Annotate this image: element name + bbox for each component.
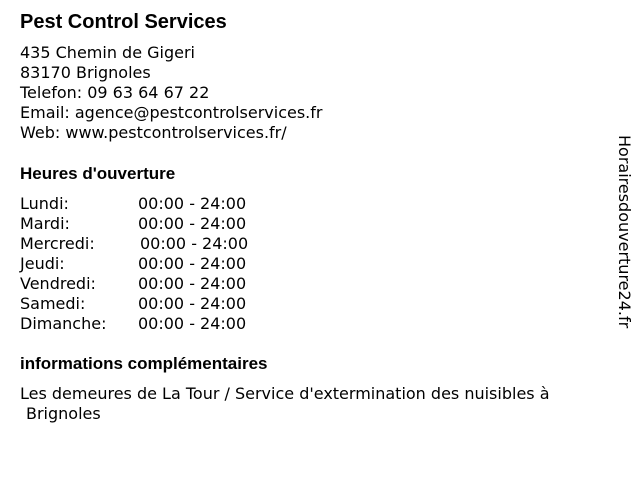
- street-address: 435 Chemin de Gigeri: [20, 43, 195, 62]
- time-range: 00:00 - 24:00: [138, 294, 247, 313]
- day-label: Vendredi:: [20, 274, 96, 293]
- hours-row-thursday: [20, 254, 320, 274]
- time-range: 00:00 - 24:00: [138, 314, 247, 333]
- hours-row-friday: [20, 274, 320, 294]
- time-range: 00:00 - 24:00: [138, 254, 247, 273]
- info-text: [20, 384, 610, 424]
- day-label: Samedi:: [20, 294, 86, 313]
- day-label: Mardi:: [20, 214, 70, 233]
- time-range: 00:00 - 24:00: [138, 194, 247, 213]
- time-range: 00:00 - 24:00: [140, 234, 249, 253]
- city: 83170 Brignoles: [20, 63, 151, 82]
- hours-row-wednesday: [20, 234, 320, 254]
- time-range: 00:00 - 24:00: [138, 274, 247, 293]
- info-line-2: Brignoles: [26, 404, 101, 423]
- business-name: Pest Control Services: [20, 11, 227, 33]
- watermark-link[interactable]: Horairesdouverture24.fr: [615, 135, 634, 329]
- hours-table: [20, 194, 320, 334]
- hours-row-saturday: [20, 294, 320, 314]
- website: Web: www.pestcontrolservices.fr/: [20, 123, 287, 142]
- day-label: Jeudi:: [20, 254, 65, 273]
- hours-heading: Heures d'ouverture: [20, 164, 176, 183]
- time-range: 00:00 - 24:00: [138, 214, 247, 233]
- info-line-1: Les demeures de La Tour / Service d'extermination des nuisibles à: [20, 384, 550, 403]
- day-label: Lundi:: [20, 194, 69, 213]
- hours-row-monday: [20, 194, 320, 214]
- day-label: Mercredi:: [20, 234, 95, 253]
- email: Email: agence@pestcontrolservices.fr: [20, 103, 323, 122]
- hours-row-tuesday: [20, 214, 320, 234]
- phone: Telefon: 09 63 64 67 22: [20, 83, 210, 102]
- info-heading: informations complémentaires: [20, 354, 268, 373]
- address-block: [20, 43, 322, 143]
- day-label: Dimanche:: [20, 314, 107, 333]
- hours-row-sunday: [20, 314, 320, 334]
